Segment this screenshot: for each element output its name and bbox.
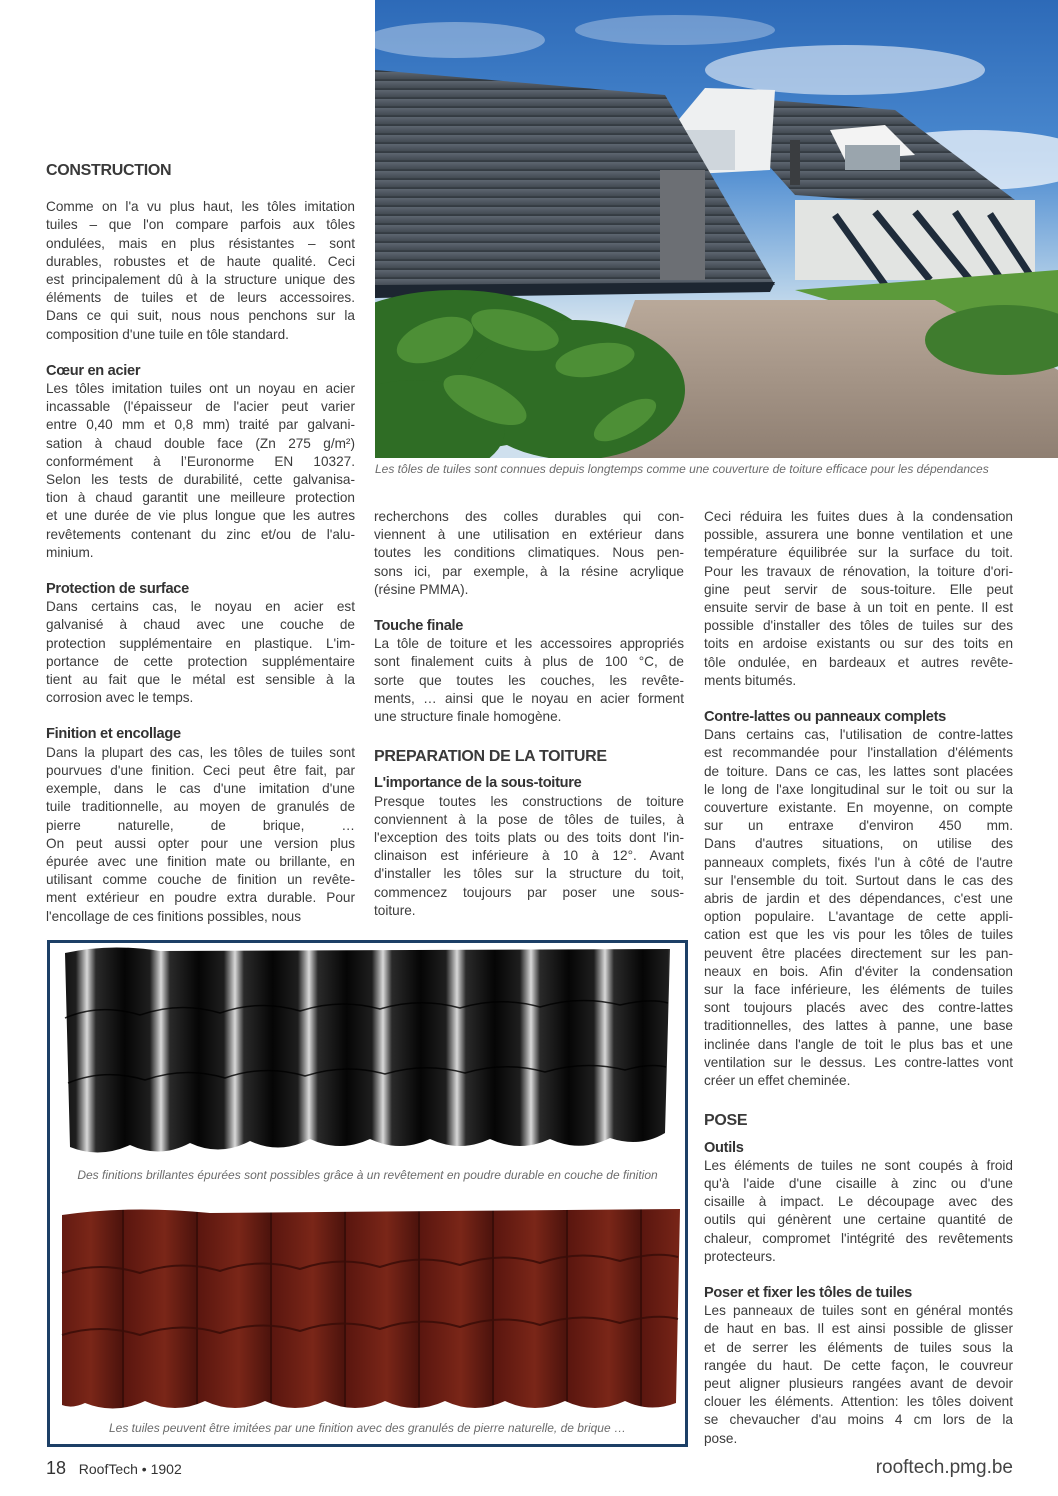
text-line: possible d'installer des tôles de tuiles sur des: [704, 618, 1013, 634]
text-line: température équilibrée sur la surface du toit.: [704, 545, 1013, 561]
touche-heading: Touche finale: [374, 618, 464, 635]
glossy-tiles-caption: Des finitions brillantes épurées sont possibles grâce à un revêtement en poudre durable en couche de finition: [77, 1168, 658, 1182]
text-line: tient au fait que le métal est sensible à la: [46, 672, 355, 688]
text-line: abris de jardin et des dépendances, c'est une: [704, 891, 1013, 907]
text-line: tôle ondulée, en bardeaux et autres revête-: [704, 654, 1013, 670]
text-line: pierre naturelle, de brique, …: [46, 817, 355, 833]
text-line: sur un entraxe d'environ 450 mm.: [704, 818, 1013, 834]
text-line: pourvues d'une finition. Ceci peut être fait, par: [46, 762, 355, 778]
text-line: Presque toutes les constructions de toiture: [374, 793, 684, 809]
text-line: incassable (l'épaisseur de l'acier peut varier: [46, 399, 355, 415]
sous-toiture-continuation: [704, 508, 1013, 690]
text-line: neaux en bois. Afin d'éviter la condensation: [704, 963, 1013, 979]
text-line: revêtements contenant du zinc et/ou de l'alu-: [46, 526, 355, 542]
text-line: peut aligner plusieurs rangées avant de devoir: [704, 1375, 1013, 1391]
pose-heading: POSE: [704, 1112, 748, 1130]
text-line: ment extérieur en poudre extra durable. Pour: [46, 890, 355, 906]
text-line: de toiture. Dans ce cas, les lattes sont placées: [704, 763, 1013, 779]
text-line: panneaux complets, fixés l'un à côté de l'autre: [704, 854, 1013, 870]
contre-lattes-paragraph: [704, 726, 1013, 1090]
text-line: entre 0,40 mm et 0,8 mm) traité par galvani-: [46, 417, 355, 433]
construction-heading: CONSTRUCTION: [46, 162, 172, 179]
protection-paragraph: [46, 598, 355, 707]
importance-paragraph: [374, 793, 684, 920]
text-line: Dans la plupart des cas, les tôles de tuiles sont: [46, 744, 355, 760]
text-line: sation à chaud double face (Zn 275 g/m²): [46, 435, 355, 451]
coeur-paragraph: [46, 380, 355, 562]
encollage-continuation: [374, 508, 684, 599]
text-line: La tôle de toiture et les accessoires appropriés: [374, 636, 684, 652]
house-roof-photo: [375, 0, 1058, 458]
text-line: sorte que toutes les couches, les revête-: [374, 672, 684, 688]
text-line: Dans certains cas, l'utilisation de contre-lattes: [704, 727, 1013, 743]
text-line: toits en ardoise existants ou sur des toits en: [704, 636, 1013, 652]
finition-heading: Finition et encollage: [46, 726, 181, 743]
tile-photos: [50, 943, 685, 1444]
text-line: conviennent à la pose de tôles de tuiles, à: [374, 811, 684, 827]
text-line: couverture existante. En moyenne, on compte: [704, 800, 1013, 816]
text-line: une structure finale homogène.: [374, 709, 562, 725]
text-line: rangée du haut. De cette façon, le couvreur: [704, 1357, 1013, 1373]
tile-photos-frame: [47, 940, 688, 1447]
text-line: tion à chaud garantit une meilleure protection: [46, 490, 355, 506]
text-line: Les tôles imitation tuiles ont un noyau en acier: [46, 381, 355, 397]
text-line: ensuite servir de base à un toit en pente. Il est: [704, 600, 1013, 616]
text-line: Comme on l'a vu plus haut, les tôles imitation: [46, 199, 355, 215]
text-line: possible, assurera une bonne ventilation et une: [704, 527, 1013, 543]
hero-caption: Les tôles de tuiles sont connues depuis longtemps comme une couverture de toiture efficace pour les dépendances: [375, 462, 989, 476]
text-line: le long de l'axe longitudinal sur le toit ou sur la: [704, 781, 1013, 797]
text-line: sont finalement cuits à plus de 100 °C, de: [374, 654, 684, 670]
text-line: peuvent être placées directement sur les pan-: [704, 945, 1013, 961]
text-line: Selon les tests de durabilité, cette galvanisa-: [46, 472, 355, 488]
column-3: [704, 508, 1013, 1448]
text-line: Pour les travaux de rénovation, la toiture d'ori-: [704, 563, 1013, 579]
text-line: outils qui génèrent une certaine quantité de: [704, 1212, 1013, 1228]
text-line: viennent à une utilisation en extérieur dans: [374, 527, 684, 543]
text-line: tuiles – que l'on compare parfois aux tôles: [46, 217, 355, 233]
text-line: composition d'une tuile en tôle standard.: [46, 326, 289, 342]
text-line: toutes les conditions climatiques. Nous pen-: [374, 545, 684, 561]
text-line: recherchons des colles durables qui con-: [374, 509, 684, 524]
text-line: Ceci réduira les fuites dues à la condensation: [704, 509, 1013, 524]
text-line: ventilation sur le dessus. Les contre-lattes vont: [704, 1054, 1013, 1070]
poser-paragraph: [704, 1302, 1013, 1448]
text-line: sur la face inférieure, les éléments de tuiles: [704, 982, 1013, 998]
text-line: pose.: [704, 1430, 738, 1446]
text-line: sons ici, par exemple, à la résine acrylique: [374, 563, 684, 579]
text-line: créer un effet cheminée.: [704, 1073, 851, 1089]
text-line: Les éléments de tuiles ne sont coupés à froid: [704, 1157, 1013, 1173]
text-line: chaleur, compromet l'intégrité des revêtements: [704, 1230, 1013, 1246]
construction-paragraph: [46, 198, 355, 344]
text-line: option populaire. L'avantage de cette appli-: [704, 909, 1013, 925]
text-line: protecteurs.: [704, 1248, 776, 1264]
text-line: ments bitumés.: [704, 672, 797, 688]
outils-heading: Outils: [704, 1139, 744, 1156]
text-line: protection supplémentaire en plastique. L'im-: [46, 635, 355, 651]
text-line: épurée avec une finition mate ou brillante, en: [46, 853, 355, 869]
text-line: inclinée dans l'angle de toit le plus bas et une: [704, 1036, 1013, 1052]
column-2: [374, 508, 684, 920]
text-line: Dans ce qui suit, nous nous penchons sur la: [46, 308, 355, 324]
text-line: qu'à l'aide d'une cisaille à zinc ou d'une: [704, 1175, 1013, 1191]
contre-lattes-heading: Contre-lattes ou panneaux complets: [704, 709, 946, 726]
text-line: portance de cette protection supplémentaire: [46, 653, 355, 669]
text-line: On peut aussi opter pour une version plus: [46, 835, 355, 851]
text-line: (résine PMMA).: [374, 581, 469, 597]
text-line: exemple, dans le cas d'une imitation d'une: [46, 781, 355, 797]
text-line: toiture.: [374, 902, 416, 918]
outils-paragraph: [704, 1157, 1013, 1266]
text-line: durables, robustes et de haute qualité. Ceci: [46, 253, 355, 269]
protection-heading: Protection de surface: [46, 581, 189, 598]
text-line: de haut en bas. Il est ainsi possible de glisser: [704, 1321, 1013, 1337]
text-line: gine peut servir de sous-toiture. Elle peut: [704, 581, 1013, 597]
text-line: clinaison est inférieure à 10 à 12°. Avant: [374, 848, 684, 864]
text-line: l'exception des toits plats ou des toits dont l'in-: [374, 830, 684, 846]
text-line: tuile traditionnelle, au moyen de granulés de: [46, 799, 355, 815]
text-line: commencez toujours par poser une sous-: [374, 884, 684, 900]
text-line: et de serrer les éléments de tuiles sous la: [704, 1339, 1013, 1355]
text-line: traditionnelles, des lattes à panne, une base: [704, 1018, 1013, 1034]
text-line: corrosion avec le temps.: [46, 690, 194, 706]
text-line: Dans certains cas, le noyau en acier est: [46, 599, 355, 615]
text-line: conformément à l’Euronorme EN 10327.: [46, 453, 355, 469]
finition-paragraph: [46, 744, 355, 926]
text-line: Les panneaux de tuiles sont en général montés: [704, 1303, 1013, 1319]
text-line: minium.: [46, 544, 94, 560]
text-line: l'encollage de ces finitions possibles, nous: [46, 908, 301, 924]
importance-heading: L'importance de la sous-toiture: [374, 775, 582, 792]
text-line: galvanisé à chaud avec une couche de: [46, 617, 355, 633]
text-line: ondulées, mais en plus résistantes – sont: [46, 235, 355, 251]
text-line: clouer les éléments. Attention: les tôles doivent: [704, 1394, 1013, 1410]
text-line: Dans d'autres situations, on utilise des: [704, 836, 1013, 852]
magazine-issue: RoofTech • 1902: [78, 1461, 182, 1477]
column-1: [46, 162, 355, 926]
touche-paragraph: [374, 635, 684, 726]
text-line: cisaille à impact. Le découpage avec des: [704, 1194, 1013, 1210]
text-line: éléments de tuiles et de leurs accessoires.: [46, 290, 355, 306]
preparation-heading: PREPARATION DE LA TOITURE: [374, 748, 607, 766]
text-line: sur l'ensemble du toit. Surtout dans le cas des: [704, 872, 1013, 888]
website-link[interactable]: rooftech.pmg.be: [875, 1457, 1013, 1478]
poser-heading: Poser et fixer les tôles de tuiles: [704, 1284, 912, 1301]
text-line: cation est que les vis pour les tôles de tuiles: [704, 927, 1013, 943]
text-line: sont toujours placés avec des contre-lattes: [704, 1000, 1013, 1016]
footer-left: [46, 1458, 182, 1479]
text-line: et une durée de vie plus longue que les autres: [46, 508, 355, 524]
text-line: est recommandée pour l'installation d'éléments: [704, 745, 1013, 761]
page-number: 18: [46, 1458, 67, 1478]
text-line: se chevaucher d'au moins 4 cm lors de la: [704, 1412, 1013, 1428]
text-line: ments, … ainsi que le noyau en acier forment: [374, 690, 684, 706]
text-line: d'installer les tôles sur la structure du toit,: [374, 866, 684, 882]
granule-tiles-caption: Les tuiles peuvent être imitées par une finition avec des granulés de pierre naturelle, de brique …: [109, 1421, 626, 1435]
text-line: est principalement dû à la structure unique des: [46, 272, 355, 288]
coeur-heading: Cœur en acier: [46, 362, 141, 379]
text-line: utilisant comme couche de finition un revête-: [46, 872, 355, 888]
